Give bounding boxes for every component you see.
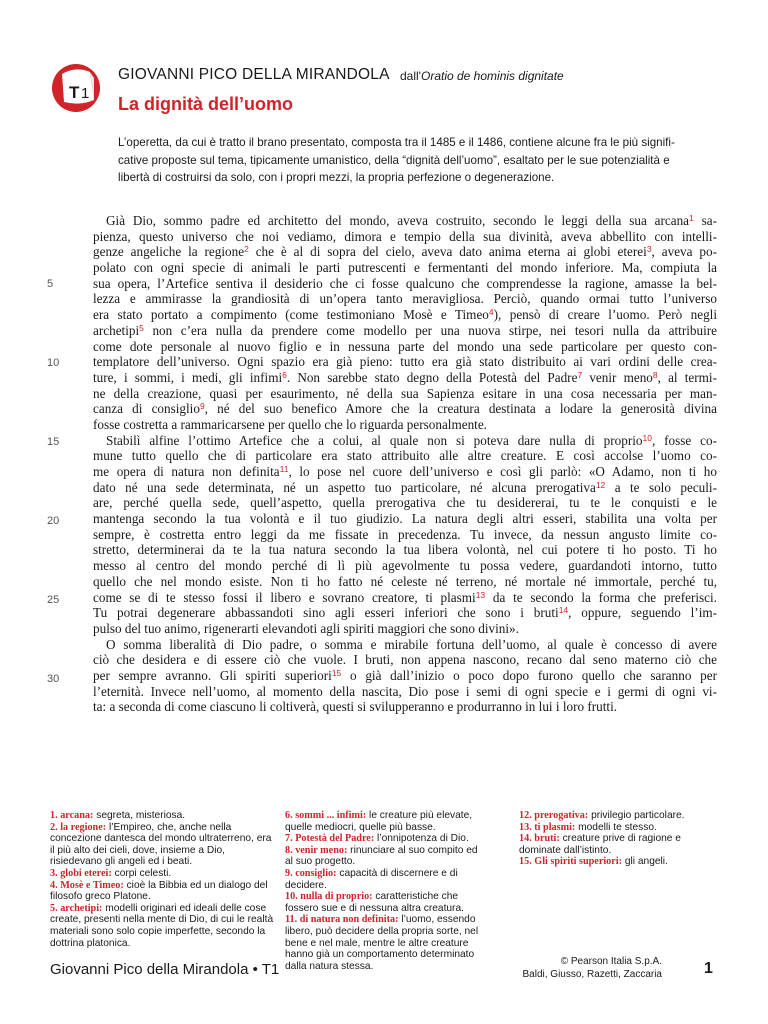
footnote: [519, 822, 721, 834]
text-line: are, perché quella sede, quell’aspetto, quella prerogativa che tu desidererai, tu te le conquisti e le: [93, 495, 717, 511]
text-line: fosse costretta a rammaricarsene per quello che lo riguarda personalmente.: [93, 416, 487, 432]
footnote-text: l’onnipotenza di Dio.: [374, 833, 469, 845]
footnote: [50, 903, 276, 949]
footnote-marker[interactable]: 14: [558, 605, 569, 616]
footnote-term: 11. di natura non definita:: [285, 914, 399, 926]
footnote-term: 4. Mosè e Timeo:: [50, 879, 124, 891]
footnote-marker[interactable]: 5: [139, 322, 144, 333]
text-line: stretto, determinerai da te la tua natura secondo la tua libera volontà, nel cui potere ti ho posto. Ti ho: [93, 542, 717, 558]
footnote-marker[interactable]: 12: [595, 479, 606, 490]
text-line: pulso del tuo animo, rigenerarti elevandoti agli spiriti maggiori che sono divini».: [93, 620, 519, 636]
line-number-10: 10: [47, 357, 60, 369]
footnote: [285, 868, 487, 891]
footer-title: Giovanni Pico della Mirandola • T1: [50, 961, 280, 978]
footnote-term: 8. venir meno:: [285, 844, 348, 856]
footnote-marker[interactable]: 6: [282, 369, 287, 380]
footnote-text: corpi celesti.: [111, 867, 172, 879]
text-line: l’eternità. Invece nell’uomo, al momento della nascita, Dio pose i semi di ogni specie e i germi di ogni vi-: [93, 683, 717, 699]
text-line: canza di consiglio$^9$, né del suo benefico Amore che la creatura destinata a lodare la generosità divina: [93, 401, 717, 417]
footnote-marker[interactable]: 13: [475, 589, 486, 600]
footnote-marker[interactable]: 8: [652, 369, 658, 380]
footnote: [50, 822, 276, 868]
footnote-marker[interactable]: 3: [646, 244, 652, 255]
text-line: me opera di natura non definita$^{11}$, lo pose nel cuore dell’universo e così gli parlò: «O Adamo, non ti ho: [93, 464, 717, 479]
text-line: dato né una sede determinata, né un aspetto tuo particolare, né alcuna prerogativa$^{12}$ a te solo peculi-: [93, 479, 717, 495]
footnote-term: 13. ti plasmi:: [519, 821, 576, 833]
footnote-term: 10. nulla di proprio:: [285, 891, 373, 903]
footnote-term: 9. consiglio:: [285, 867, 337, 879]
footnote-marker[interactable]: 10: [642, 432, 652, 443]
source-title: Oratio de hominis dignitate: [420, 69, 564, 83]
footnote: [519, 856, 721, 868]
footnote-text: rinunciare al suo compito ed al suo progetto.: [285, 844, 478, 868]
intro-line: libertà di costruirsi da solo, con i propri mezzi, la propria perfezione o degenerazione.: [118, 171, 555, 184]
text-line: ta: a seconda di come ciascuno li coltiverà, questi si svilupperanno e produrranno in lui i loro frutti.: [93, 699, 618, 715]
badge-label: T: [69, 83, 80, 102]
footnote: [50, 810, 276, 822]
text-line: sua opera, l’Artefice sentiva il desiderio che ci fosse qualcuno che comprendesse la ragione, amasse la bel-: [93, 275, 717, 291]
text-line: pienza, questo universo che noi vediamo, dimora e tempio della sua divinità, aveva abbellito con intelli-: [93, 228, 717, 244]
text-line: ne della creazione, quasi per esaurimento, né della sua Sapienza esitare in una cosa necessaria per man-: [93, 385, 717, 401]
text-line: Già Dio, sommo padre ed architetto del mondo, aveva costruito, secondo le leggi della sua arcana$^1$ sa-: [106, 213, 717, 228]
text-line: quello che nel mondo esiste. Non ti ho fatto né celeste né terreno, né mortale né immortale, perché tu,: [93, 573, 717, 589]
badge-icon: [50, 58, 102, 114]
line-number-20: 20: [47, 515, 60, 527]
text-line: sempre, è costretta entro leggi da me fissate in precedenza. Tu invece, da nessun angusto limite co-: [93, 526, 717, 542]
footnote-text: l’Empireo, che, anche nella concezione dantesca del mondo ultraterreno, era il più alto dei cieli, dove, insieme a Dio, risiedevano gli angeli ed i beati.: [50, 821, 272, 868]
footnote: [50, 868, 276, 880]
text-line: polato con ogni specie di animali le parti putrescenti e fermentanti del mondo inferiore. Ma, compiuta la: [93, 260, 717, 276]
text-line: archetipi$^5$ non c’era nulla da prendere come modello per una nuova stirpe, nei tesori nulla da attribuire: [93, 322, 717, 338]
source-prefix: dall': [400, 69, 421, 83]
footnote-marker[interactable]: 1: [689, 213, 694, 223]
line-number-30: 30: [47, 673, 60, 685]
intro-line: L’operetta, da cui è tratto il brano presentato, composta tra il 1485 e il 1486, contiene alcune fra le più signifi-: [118, 136, 675, 149]
text-line: ture, i sommi, i medi, gli infimi$^6$. Non sarebbe stato degno della Potestà del Padre$^7$ venir meno$^8$, al termi-: [93, 369, 717, 385]
footnote-marker[interactable]: 2: [244, 244, 249, 255]
footnote-text: gli angeli.: [622, 856, 668, 868]
footnote: [285, 810, 487, 833]
text-line: messo al centro del mondo perché di lì più agevolmente tu possa vedere, guardandoti intorno, tutto: [93, 558, 717, 574]
footnote-term: 5. archetipi:: [50, 902, 103, 914]
text-line: O somma liberalità di Dio padre, o somma e mirabile fortuna dell’uomo, al quale è concesso di avere: [106, 636, 717, 652]
text-line: come se di te stesso fossi il libero e sovrano creatore, ti plasmi$^{13}$ da te secondo la forma che preferisci.: [93, 589, 717, 605]
footnote: [285, 845, 487, 868]
footnote-text: cioè la Bibbia ed un dialogo del filosofo greco Platone.: [50, 879, 268, 903]
footnote: [285, 833, 487, 845]
footnote-text: l’uomo, essendo libero, può decidere della propria sorte, nel bene e nel male, mentre le altre creature hanno già un comportamento determinato dalla natura stessa.: [285, 914, 479, 972]
main-text: [93, 213, 717, 715]
text-line: era stato portato a compimento (come testimoniano Mosè e Timeo$^4$), pensò di creare l’uomo. Però negli: [93, 307, 717, 323]
footnote-term: 14. bruti:: [519, 833, 560, 845]
footnote: [519, 833, 721, 856]
t1-badge: [50, 58, 102, 114]
footnote-text: capacità di discernere e di decidere.: [285, 867, 458, 891]
footnote-marker[interactable]: 4: [488, 307, 494, 318]
author-name: GIOVANNI PICO DELLA MIRANDOLA: [118, 66, 390, 83]
text-line: Stabilì alfine l’ottimo Artefice che a colui, al quale non si poteva dare nulla di proprio$^{10}$, fosse co-: [106, 432, 717, 448]
footnotes-column-1: [50, 810, 276, 949]
footnotes-column-3: [519, 810, 721, 868]
text-line: ciò che desidera e di essere ciò che vuole. I bruti, non appena nascono, recano dal seno materno ciò che: [93, 652, 717, 668]
footnote-term: 6. sommi ... infimi:: [285, 810, 367, 821]
line-number-5: 5: [47, 278, 54, 290]
footnote-text: modelli originari ed ideali delle cose create, presenti nella mente di Dio, di cui le realtà materiali sono solo copie imperfette, secondo la dottrina platonica.: [50, 902, 274, 949]
footnote-marker[interactable]: 9: [199, 401, 205, 412]
page-title: La dignità dell’uomo: [118, 94, 293, 114]
page-number: 1: [704, 960, 713, 977]
footnote: [285, 891, 487, 914]
footnote-text: caratteristiche che fossero sue e di nessuna altra creatura.: [285, 891, 464, 914]
line-number-25: 25: [47, 594, 60, 606]
footnote-term: 12. prerogativa:: [519, 810, 589, 821]
text-line: come dote personale al nuovo figlio e in nessuna parte del mondo una sede particolare per questo con-: [93, 338, 717, 354]
footnote-text: privilegio particolare.: [588, 810, 685, 821]
line-number-15: 15: [47, 436, 60, 448]
footer-copyright: [520, 955, 662, 981]
badge-number: 1: [81, 85, 90, 102]
intro-line: cative proposte sul tema, tipicamente umanistico, della “dignità dell’uomo”, esaltato per le sue potenzialità e: [118, 153, 670, 167]
text-line: per sempre avranno. Gli spiriti superiori$^{15}$ o già dall’inizio o poco dopo furono quello che saranno per: [93, 667, 717, 683]
footnote-term: 7. Potestà del Padre:: [285, 833, 375, 845]
footnote-marker[interactable]: 7: [577, 369, 583, 380]
copyright-publisher: © Pearson Italia S.p.A.: [560, 956, 662, 967]
footnote-marker[interactable]: 11: [279, 464, 289, 474]
text-line: Tu potrai degenerare abbassandoti sino agli esseri inferiori che sono i bruti$^{14}$, oppure, seguendo l’im-: [93, 605, 718, 621]
intro-paragraph: [118, 134, 720, 187]
text-line: genze angeliche la regione$^2$ che è al di sopra del cielo, aveva dato anima eterna ai globi eterei$^3$, aveva po-: [93, 244, 717, 260]
source-work: [400, 69, 564, 83]
footnote: [285, 914, 487, 972]
footnote: [519, 810, 721, 822]
footnote-text: le creature più elevate, quelle mediocri, quelle più basse.: [285, 810, 473, 833]
footnote-text: segreta, misteriosa.: [93, 810, 186, 821]
footnote-term: 2. la regione:: [50, 821, 107, 833]
text-line: lezza e ammirasse la grandiosità di un’opera tanto meravigliosa. Perciò, quando ormai tutto l’universo: [93, 291, 717, 307]
text-line: mune tutto quello che di particolare era stato attribuito alle altre creature. E così accolse l’uomo co-: [93, 448, 717, 464]
footnote: [50, 880, 276, 903]
footnote-text: creature prive di ragione e dominate dall’istinto.: [519, 833, 681, 856]
text-line: mantenga secondo la tua volontà e il tuo giudizio. La natura degli altri esseri, stabilita una volta per: [93, 511, 717, 527]
footnote-term: 3. globi eterei:: [50, 867, 112, 879]
copyright-authors: Baldi, Giusso, Razetti, Zaccaria: [522, 969, 662, 980]
footnote-text: modelli te stesso.: [575, 821, 657, 833]
footnote-term: 15. Gli spiriti superiori:: [519, 856, 623, 868]
text-line: templatore dell’universo. Ogni spazio era già pieno: tutto era già stato distribuito ai vari ordini delle crea-: [93, 354, 717, 370]
footnote-term: 1. arcana:: [50, 810, 94, 821]
footnote-marker[interactable]: 15: [331, 667, 342, 678]
footnotes-column-2: [285, 810, 487, 972]
